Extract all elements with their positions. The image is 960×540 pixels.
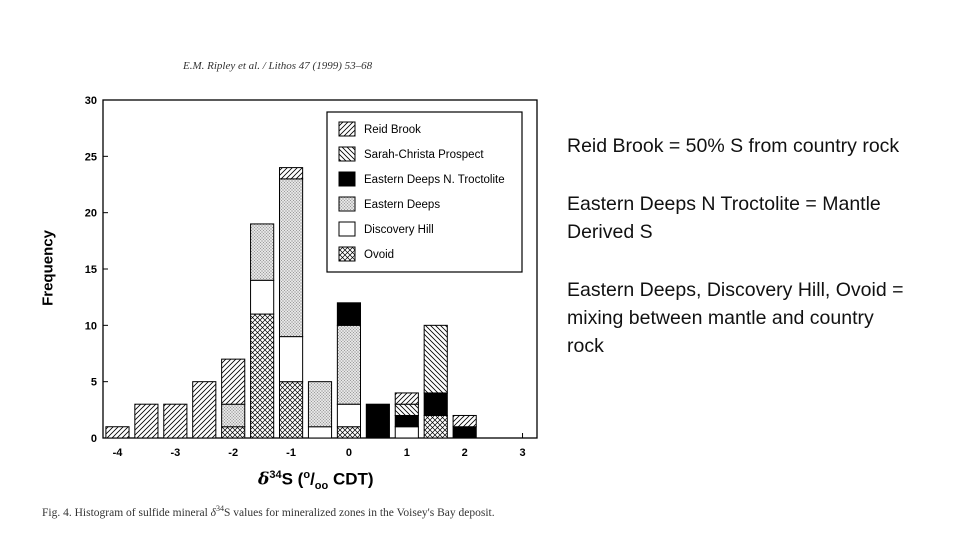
legend-swatch [339,122,355,136]
legend-swatch [339,197,355,211]
x-axis-title-s: S ( [281,469,304,489]
x-axis-title-slash: / [310,469,315,489]
x-tick-label: -1 [286,447,296,459]
x-tick-label: -2 [228,447,239,459]
caption-delta: δ [210,506,217,519]
bar-segment [308,427,331,438]
bar-segment [337,303,360,326]
y-tick-label: 20 [84,207,97,220]
caption-prefix: Fig. 4. Histogram of sulfide mineral [42,506,211,519]
bar-segment [193,382,216,438]
y-axis-title: Frequency [39,230,57,306]
legend-label: Reid Brook [364,124,421,136]
bar-segment [395,393,418,404]
bar-segment [222,404,245,427]
y-tick-label: 30 [84,95,97,107]
bar-segment [337,404,360,427]
bar-segment [222,359,245,404]
y-tick-label: 15 [84,264,97,276]
notes-panel [567,132,907,390]
bar-segment [424,325,447,393]
legend-label: Eastern Deeps [364,199,441,211]
bar-segment [453,415,476,426]
legend-swatch [339,147,355,161]
note-eastern-deeps-n-troctolite: Eastern Deeps N Troctolite = Mantle Derived S [567,193,881,243]
x-axis-title [258,469,374,492]
bar-segment [279,382,302,438]
x-tick-label: -3 [170,447,181,459]
legend-swatch [339,222,355,236]
caption-suffix: S values for mineralized zones in the Voisey's Bay deposit. [224,506,495,519]
bar-segment [424,415,447,438]
bar-segment [279,179,302,337]
bar-segment [395,415,418,426]
legend-swatch [339,172,355,186]
x-tick-label: 2 [461,447,468,459]
bar-segment [337,427,360,438]
x-tick-label: 1 [403,447,410,459]
y-tick-label: 5 [90,376,97,389]
legend-label: Discovery Hill [364,224,434,236]
note-reid-brook: Reid Brook = 50% S from country rock [567,135,900,157]
legend-label: Ovoid [364,249,395,261]
bar-segment [337,325,360,404]
bar-segment [164,404,187,438]
bar-segment [308,382,331,427]
x-axis-title-o: o [303,469,311,481]
bar-segment [366,404,389,438]
figure-caption [42,504,495,519]
note-mixing: Eastern Deeps, Discovery Hill, Ovoid = mixing between mantle and country rock [567,279,904,357]
x-axis-title-delta: δ [258,469,270,490]
bar-segment [222,427,245,438]
y-tick-label: 10 [84,320,97,333]
x-tick-label: 0 [345,447,352,459]
bar-segment [251,280,274,314]
bar-segment [251,224,274,280]
x-tick-label: 3 [519,447,526,459]
legend-label: Sarah-Christa Prospect [364,149,484,161]
legend-box [327,112,522,272]
y-tick-label: 25 [84,151,97,164]
legend-label: Eastern Deeps N. Troctolite [364,174,505,186]
bar-segment [279,168,302,179]
bar-segment [424,393,447,416]
bar-segment [106,427,129,438]
x-tick-label: -4 [112,447,123,459]
x-axis-title-tail: CDT) [328,469,374,489]
caption-sup: 34 [216,504,225,513]
bar-segment [453,427,476,438]
bar-segment [395,427,418,438]
bar-segment [279,337,302,382]
x-axis-title-sup: 34 [269,469,282,481]
bar-segment [135,404,158,438]
x-axis-title-oo: oo [314,480,329,493]
legend-swatch [339,247,355,261]
y-tick-label: 0 [90,433,97,445]
bar-segment [395,404,418,415]
bar-segment [251,314,274,438]
figure-citation: E.M. Ripley et al. / Lithos 47 (1999) 53–68 [183,60,373,72]
